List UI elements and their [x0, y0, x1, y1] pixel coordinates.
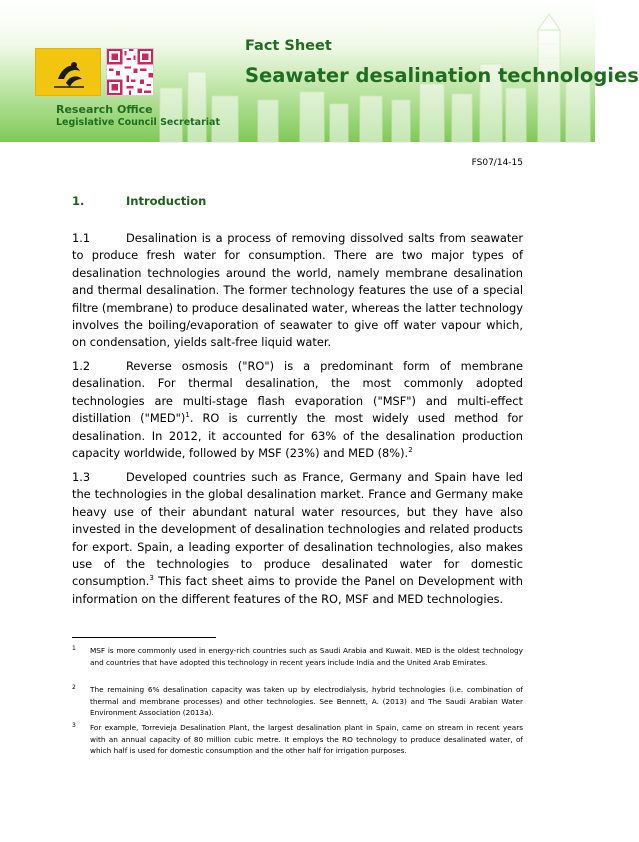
paragraph-1-2	[72, 358, 523, 462]
paragraph-number: 1.2	[72, 359, 91, 373]
paragraph-text: Reverse osmosis ("RO") is a predominant form of membrane desalination. For thermal desalination, the most commonly adopted technologies are multi-stage flash evaporation ("MSF") and multi-effect distillation ("MED")	[72, 359, 523, 426]
footnote-text: The remaining 6% desalination capacity was taken up by electrodialysis, hybrid technologies (i.e. combination of thermal and membrane processes) and other technologies. See Bennett, A. (2013) and The Saudi Arabian Water Environment Association (2013a).	[90, 685, 523, 718]
footnote-3	[72, 722, 523, 757]
footnote-2	[72, 684, 523, 719]
footnote-text: MSF is more commonly used in energy-rich countries such as Saudi Arabia and Kuwait. MED is the oldest technology and countries that have adopted this technology in recent years include India and the United Arab Emirates.	[90, 646, 523, 667]
footnote-ref-2[interactable]: 2	[408, 446, 413, 455]
qr-code-icon	[106, 48, 154, 96]
organization-name	[56, 103, 220, 129]
paragraph-text: Developed countries such as France, Germany and Spain have led the technologies in the global desalination market. France and Germany make heavy use of their abundant natural water resources, but they have also invested in the development of desalination technologies and related products for export. Spain, a leading exporter of desalination technologies, also makes use of the technologies to produce desalinated water for domestic consumption.	[72, 470, 523, 589]
footnote-divider	[72, 637, 216, 638]
footnote-text: For example, Torrevieja Desalination Plant, the largest desalination plant in Spain, came on stream in recent years with an annual capacity of 80 million cubic metre. It employs the RO technology to produce desalinated water, of which half is used for domestic consumption and the other half for irrigation purposes.	[90, 723, 523, 756]
footnote-mark: 3	[72, 722, 76, 729]
section-number: 1.	[72, 194, 85, 208]
paragraph-1-1	[72, 230, 523, 352]
paragraph-text: This fact sheet aims to provide the Panel on Development with information on the different features of the RO, MSF and MED technologies.	[72, 574, 523, 606]
fact-sheet-label: Fact Sheet	[245, 38, 332, 54]
org-line-2: Legislative Council Secretariat	[56, 117, 220, 128]
legco-emblem-icon	[35, 48, 101, 96]
section-heading	[72, 194, 206, 208]
footnote-mark: 1	[72, 645, 76, 652]
footnote-mark: 2	[72, 684, 76, 691]
org-line-1: Research Office	[56, 103, 153, 116]
footnote-1	[72, 645, 523, 668]
footnote-ref-3[interactable]: 3	[149, 574, 154, 583]
section-title: Introduction	[126, 194, 207, 208]
footnote-ref-1[interactable]: 1	[185, 411, 190, 420]
paragraph-number: 1.3	[72, 470, 91, 484]
document-reference: FS07/14-15	[471, 158, 523, 168]
paragraph-text: . RO is currently the most widely used method for desalination. In 2012, it accounted for 63% of the desalination production capacity worldwide, followed by MSF (23%) and MED (8%).	[72, 411, 523, 461]
paragraph-text: Desalination is a process of removing dissolved salts from seawater to produce fresh water for consumption. There are two major types of desalination technologies around the world, namely membrane desalination and thermal desalination. The former technology features the use of a special filtre (membrane) to produce desalinated water, whereas the latter technology involves the boiling/evaporation of seawater to give off water vapour which, on condensation, yields salt-free liquid water.	[72, 231, 523, 350]
paragraph-number: 1.1	[72, 231, 91, 245]
page-title: Seawater desalination technologies	[245, 64, 639, 87]
header-banner	[0, 0, 639, 142]
paragraph-1-3	[72, 469, 523, 608]
